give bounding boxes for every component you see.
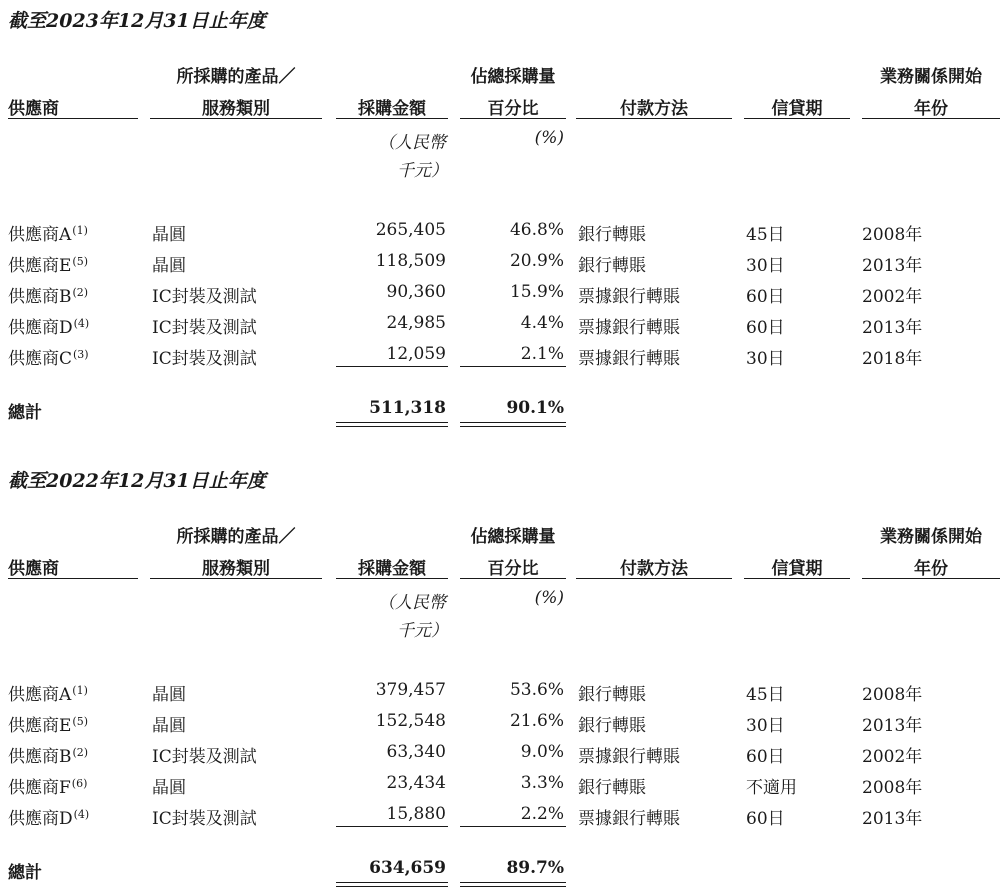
payment-method: 銀行轉賬 [578,778,646,798]
header-underline [460,118,566,119]
supplier-name [8,804,89,829]
total-amount: 511,318 [369,398,446,418]
subtotal-line-amount [336,826,448,827]
header-underline [576,118,732,119]
purchase-amount: 12,059 [386,344,446,364]
footnote-marker: (4) [73,808,90,821]
supplier-name [8,220,88,245]
credit-period: 30日 [746,716,785,736]
purchase-amount: 90,360 [386,282,446,302]
footnote-marker: (1) [72,684,88,697]
payment-method: 票據銀行轉賬 [578,287,680,307]
header-amount: 採購金額 [358,559,426,579]
product-category: IC封裝及測試 [152,318,257,338]
supplier-name [8,711,88,736]
supplier-name-text: 供應商C [8,349,73,369]
header-year-line2: 年份 [914,559,948,579]
supplier-name-text: 供應商F [8,778,71,798]
header-underline [744,578,850,579]
product-category: IC封裝及測試 [152,349,257,369]
credit-period: 45日 [746,225,785,245]
header-category-line2: 服務類別 [202,559,270,579]
supplier-name-text: 供應商B [8,287,72,307]
purchase-amount: 152,548 [375,711,446,731]
supplier-name-text: 供應商D [8,809,73,829]
supplier-name-text: 供應商A [8,225,72,245]
product-category: IC封裝及測試 [152,287,257,307]
purchase-amount: 118,509 [375,251,446,271]
header-pct-line1: 佔總採購量 [470,67,556,87]
footnote-marker: (2) [72,746,89,759]
total-percentage: 90.1% [506,398,564,418]
header-year-line1: 業務關係開始 [880,67,982,87]
relationship-start-year: 2013年 [862,256,923,276]
header-credit: 信貸期 [771,559,823,579]
subtotal-line-pct [460,366,566,367]
credit-period: 60日 [746,809,785,829]
unit-amount-line2: 千元） [397,161,448,181]
credit-period: 60日 [746,287,785,307]
product-category: 晶圓 [152,256,186,276]
relationship-start-year: 2013年 [862,809,923,829]
total-double-line-amount [336,882,448,887]
payment-method: 銀行轉賬 [578,716,646,736]
payment-method: 銀行轉賬 [578,685,646,705]
header-pct-line1: 佔總採購量 [470,527,556,547]
supplier-name [8,773,87,798]
purchase-amount: 265,405 [375,220,446,240]
payment-method: 銀行轉賬 [578,256,646,276]
purchase-percentage: 2.1% [520,344,564,364]
unit-pct: (%) [534,588,564,608]
payment-method: 票據銀行轉賬 [578,809,680,829]
payment-method: 票據銀行轉賬 [578,349,680,369]
header-underline [336,578,448,579]
purchase-percentage: 4.4% [520,313,564,333]
relationship-start-year: 2008年 [862,685,923,705]
relationship-start-year: 2008年 [862,778,923,798]
total-percentage: 89.7% [506,858,564,878]
purchase-percentage: 21.6% [509,711,564,731]
header-underline [8,118,138,119]
footnote-marker: (6) [71,777,88,790]
relationship-start-year: 2008年 [862,225,923,245]
header-underline [744,118,850,119]
unit-pct: (%) [534,128,564,148]
header-supplier: 供應商 [8,559,59,579]
product-category: 晶圓 [152,225,186,245]
header-underline [460,578,566,579]
header-underline [576,578,732,579]
credit-period: 30日 [746,349,785,369]
product-category: 晶圓 [152,716,186,736]
purchase-amount: 379,457 [375,680,446,700]
relationship-start-year: 2002年 [862,287,923,307]
product-category: IC封裝及測試 [152,747,257,767]
footnote-marker: (5) [72,255,89,268]
supplier-name [8,251,88,276]
purchase-percentage: 46.8% [509,220,564,240]
supplier-name-text: 供應商A [8,685,72,705]
total-double-line-amount [336,422,448,427]
header-year-line2: 年份 [914,99,948,119]
header-method: 付款方法 [620,559,688,579]
header-amount: 採購金額 [358,99,426,119]
credit-period: 不適用 [746,778,797,798]
footnote-marker: (3) [73,348,89,361]
total-label: 總計 [8,403,42,423]
section-title: 截至2022年12月31日止年度 [8,470,266,492]
section-title: 截至2023年12月31日止年度 [8,10,266,32]
total-label: 總計 [8,863,42,883]
purchase-percentage: 2.2% [520,804,564,824]
supplier-name-text: 供應商E [8,716,72,736]
product-category: 晶圓 [152,778,186,798]
header-underline [862,578,1000,579]
footnote-marker: (5) [72,715,89,728]
header-supplier: 供應商 [8,99,59,119]
header-underline [150,578,322,579]
purchase-percentage: 15.9% [509,282,564,302]
header-credit: 信貸期 [771,99,823,119]
product-category: 晶圓 [152,685,186,705]
supplier-name-text: 供應商E [8,256,72,276]
supplier-name [8,344,89,369]
header-method: 付款方法 [620,99,688,119]
header-underline [150,118,322,119]
subtotal-line-amount [336,366,448,367]
credit-period: 45日 [746,685,785,705]
supplier-name [8,313,89,338]
purchase-percentage: 53.6% [509,680,564,700]
supplier-name [8,742,88,767]
header-category-line1: 所採購的產品／ [176,67,296,87]
relationship-start-year: 2013年 [862,318,923,338]
header-category-line1: 所採購的產品／ [176,527,296,547]
relationship-start-year: 2013年 [862,716,923,736]
relationship-start-year: 2018年 [862,349,923,369]
footnote-marker: (2) [72,286,89,299]
credit-period: 30日 [746,256,785,276]
purchase-amount: 63,340 [386,742,446,762]
payment-method: 票據銀行轉賬 [578,318,680,338]
header-pct-line2: 百分比 [487,99,539,119]
total-double-line-pct [460,882,566,887]
unit-amount-line1: （人民幣 [378,593,446,613]
supplier-name [8,680,88,705]
credit-period: 60日 [746,747,785,767]
unit-amount-line2: 千元） [397,621,448,641]
header-pct-line2: 百分比 [487,559,539,579]
purchase-amount: 15,880 [386,804,446,824]
purchase-percentage: 9.0% [520,742,564,762]
total-amount: 634,659 [369,858,446,878]
footnote-marker: (1) [72,224,88,237]
header-underline [8,578,138,579]
purchase-percentage: 3.3% [520,773,564,793]
credit-period: 60日 [746,318,785,338]
supplier-name [8,282,88,307]
header-underline [862,118,1000,119]
header-year-line1: 業務關係開始 [880,527,982,547]
purchase-percentage: 20.9% [509,251,564,271]
supplier-name-text: 供應商B [8,747,72,767]
payment-method: 票據銀行轉賬 [578,747,680,767]
payment-method: 銀行轉賬 [578,225,646,245]
product-category: IC封裝及測試 [152,809,257,829]
subtotal-line-pct [460,826,566,827]
supplier-name-text: 供應商D [8,318,73,338]
purchase-amount: 23,434 [386,773,446,793]
total-double-line-pct [460,422,566,427]
header-category-line2: 服務類別 [202,99,270,119]
relationship-start-year: 2002年 [862,747,923,767]
header-underline [336,118,448,119]
footnote-marker: (4) [73,317,90,330]
unit-amount-line1: （人民幣 [378,133,446,153]
purchase-amount: 24,985 [386,313,446,333]
